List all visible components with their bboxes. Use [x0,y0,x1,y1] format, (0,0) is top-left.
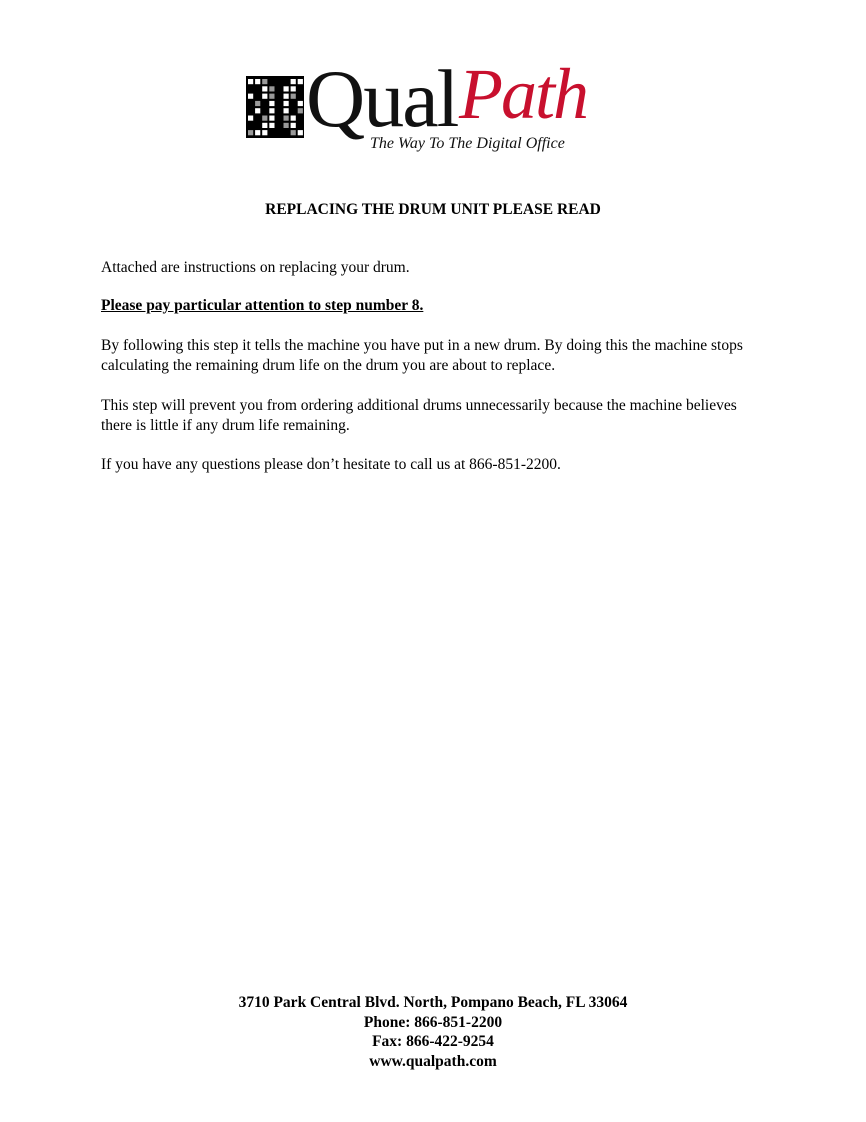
pixel-grid-icon [246,76,304,138]
footer-website: www.qualpath.com [369,1052,497,1070]
paragraph-emphasis: Please pay particular attention to step number 8. [101,297,424,314]
logo-wordmark-qual: Qual [306,53,458,144]
logo-tagline: The Way To The Digital Office [370,135,565,152]
paragraph-warning: This step will prevent you from ordering additional drums unnecessarily because the machine believes there is little if any drum life remaining. [101,397,737,434]
footer-phone: Phone: 866-851-2200 [363,1013,503,1031]
document-heading: REPLACING THE DRUM UNIT PLEASE READ [265,201,601,218]
logo-wordmark-path: Path [459,54,587,134]
footer-address: 3710 Park Central Blvd. North, Pompano Beach, FL 33064 [238,994,628,1011]
paragraph-contact: If you have any questions please don’t hesitate to call us at 866-851-2200. [101,456,561,473]
company-logo [246,53,606,160]
footer-fax: Fax: 866-422-9254 [372,1033,494,1050]
paragraph-intro: Attached are instructions on replacing your drum. [101,259,410,276]
footer-contact-block [0,993,866,1071]
paragraph-explanation: By following this step it tells the machine you have put in a new drum. By doing this the machine stops calculating the remaining drum life on the drum you are about to replace. [101,337,743,374]
